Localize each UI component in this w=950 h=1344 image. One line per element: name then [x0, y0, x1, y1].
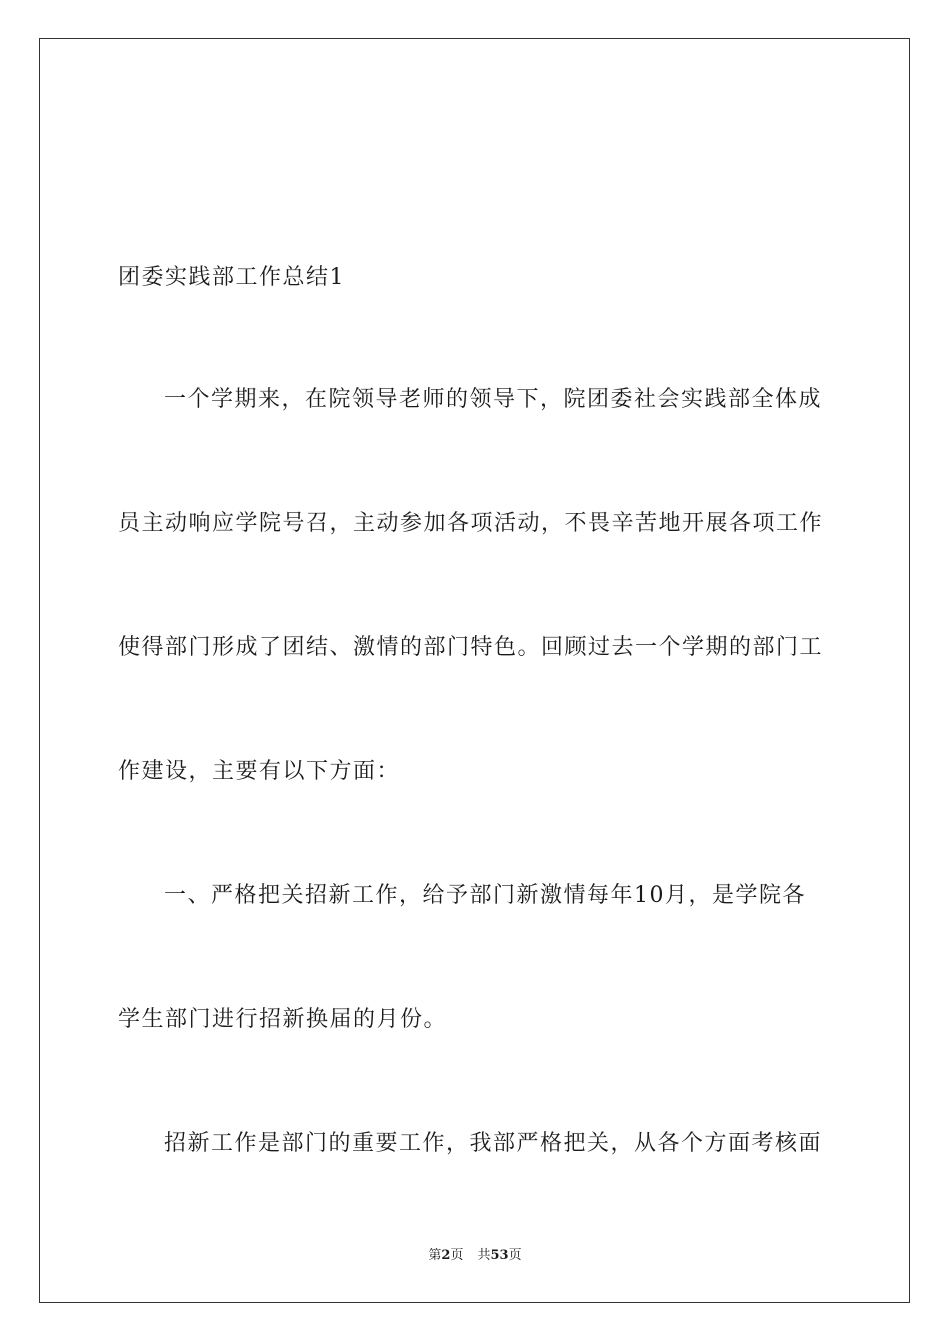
paragraph-line: 一个学期来，在院领导老师的领导下，院团委社会实践部全体成 — [164, 387, 823, 412]
page-number: 2 — [441, 1248, 451, 1263]
page-prefix: 第 — [428, 1248, 442, 1263]
paragraph-line: 学生部门进行招新换届的月份。 — [118, 1007, 448, 1032]
total-suffix: 页 — [508, 1248, 522, 1263]
paragraph-line: 使得部门形成了团结、激情的部门特色。回顾过去一个学期的部门工 — [118, 635, 824, 660]
page-suffix: 页 — [450, 1248, 464, 1263]
page-footer — [0, 1248, 950, 1264]
document-title: 团委实践部工作总结1 — [118, 265, 345, 290]
paragraph-line: 招新工作是部门的重要工作，我部严格把关，从各个方面考核面 — [164, 1131, 823, 1156]
total-prefix: 共 — [477, 1248, 491, 1263]
paragraph-line: 员主动响应学院号召，主动参加各项活动，不畏辛苦地开展各项工作 — [118, 511, 824, 536]
paragraph-line: 作建设，主要有以下方面： — [118, 759, 401, 784]
page-border — [39, 38, 910, 1303]
paragraph-line: 一、严格把关招新工作，给予部门新激情每年10月，是学院各 — [164, 883, 806, 908]
total-pages: 53 — [490, 1248, 509, 1263]
